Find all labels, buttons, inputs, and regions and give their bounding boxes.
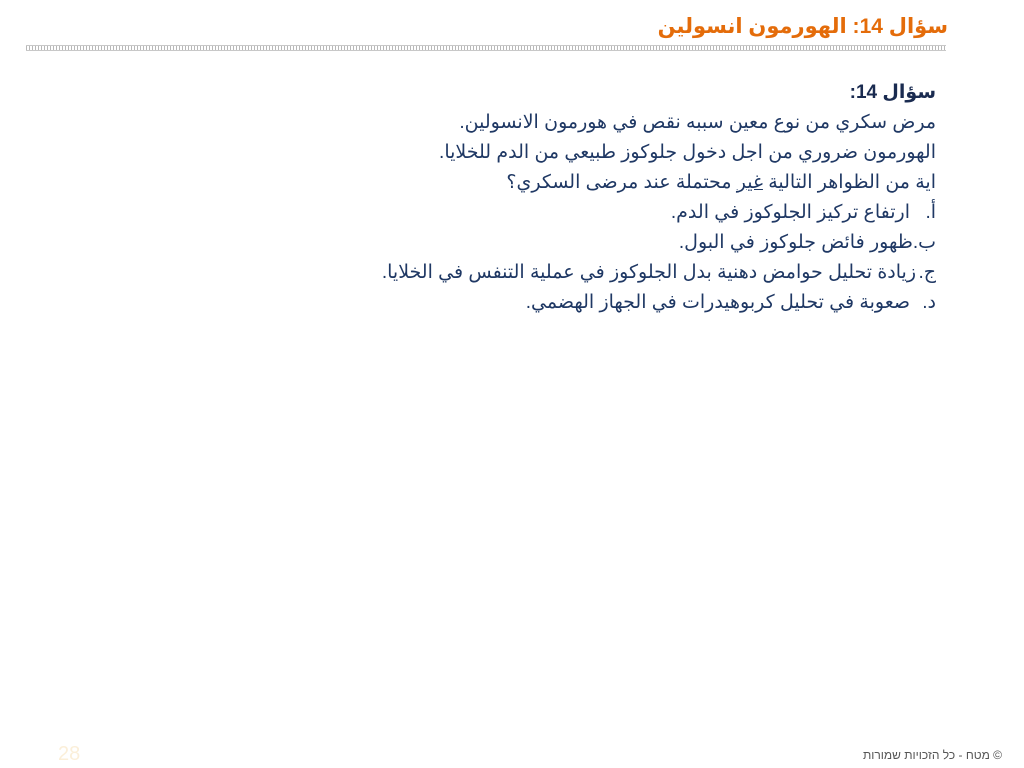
question-line-2: الهورمون ضروري من اجل دخول جلوكوز طبيعي من الدم للخلايا. — [439, 142, 936, 163]
option-d-text: صعوبة في تحليل كربوهيدرات في الجهاز الهضمي. — [525, 292, 910, 313]
option-b-letter: ب. — [912, 232, 936, 253]
option-b[interactable] — [176, 228, 936, 258]
prompt-emphasis: غير — [736, 172, 763, 193]
option-b-text: ظهور فائض جلوكوز في البول. — [678, 232, 913, 253]
question-heading: سؤال 14: — [849, 82, 936, 103]
slide-title: سؤال 14: الهورمون انسولين — [657, 15, 948, 38]
option-a[interactable] — [176, 198, 936, 228]
question-block — [176, 78, 936, 318]
option-a-letter: أ. — [925, 202, 936, 223]
option-d-letter: د. — [922, 292, 936, 313]
prompt-text-before: اية من الظواهر التالية — [762, 172, 936, 193]
prompt-text-after: محتملة عند مرضى السكري؟ — [506, 172, 737, 193]
option-c[interactable] — [176, 258, 936, 288]
page-number: 28 — [58, 743, 81, 765]
question-line-1: مرض سكري من نوع معين سببه نقص في هورمون الانسولين. — [459, 112, 936, 133]
title-divider — [26, 45, 946, 51]
option-c-letter: ج. — [918, 262, 936, 283]
option-d[interactable] — [176, 288, 936, 318]
footer-copyright: © מטח - כל הזכויות שמורות — [862, 748, 1002, 762]
option-c-text: زيادة تحليل حوامض دهنية بدل الجلوكوز في عملية التنفس في الخلايا. — [381, 262, 916, 283]
question-prompt — [176, 168, 936, 198]
option-a-text: ارتفاع تركيز الجلوكوز في الدم. — [670, 202, 910, 223]
